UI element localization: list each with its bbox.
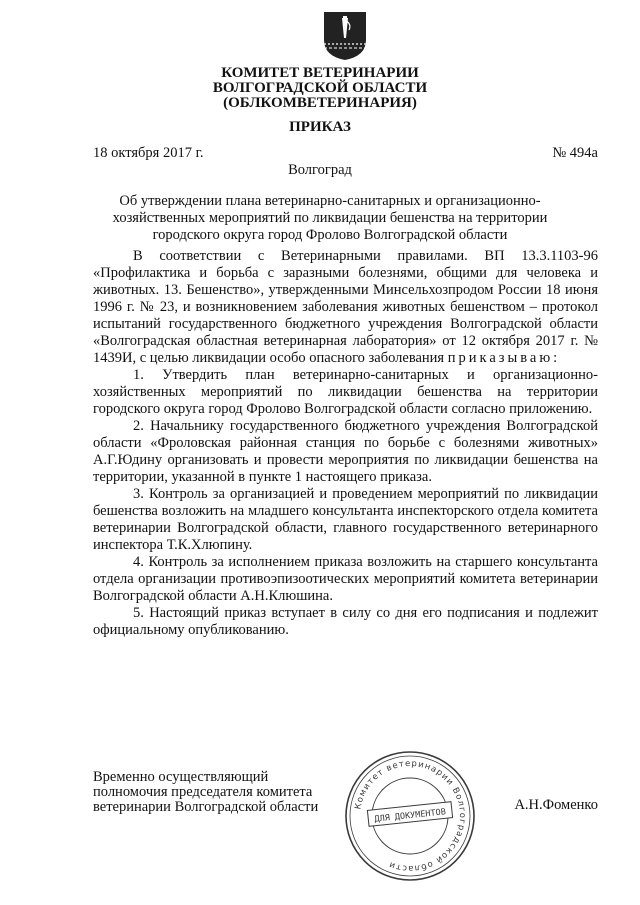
item-2: 2. Начальнику государственного бюджетного учреждения Волгоградской области «Фроловская районная станция по борьбе с болезнями животных» А.Г.Юдину организовать и провести мероприятия по ликвидации бешенства на территории, указанной в пункте 1 настоящего приказа. (93, 418, 598, 485)
signatory-line-2: полномочия председателя комитета (93, 784, 313, 800)
item-3: 3. Контроль за организацией и проведением мероприятий по ликвидации бешенства возложить на младшего консультанта инспекторского отдела комитета ветеринарии Волгоградской области, главного государственного ветеринарного инспектора Т.К.Хлюпину. (93, 486, 598, 553)
item-4: 4. Контроль за исполнением приказа возложить на старшего консультанта отдела организации противоэпизоотических мероприятий комитета ветеринарии Волгоградской области А.Н.Клюшина. (93, 554, 598, 604)
preamble-paragraph (93, 248, 598, 367)
document-number: № 494а (552, 145, 598, 161)
org-line-2: ВОЛГОГРАДСКОЙ ОБЛАСТИ (212, 80, 428, 96)
document-date: 18 октября 2017 г. (93, 145, 204, 161)
preamble-text: В соответствии с Ветеринарными правилами. ВП 13.3.1103-96 «Профилактика и борьба с заразными болезнями, общими для человека и животных. 13. Бешенство», утвержденными Минсельхозпродом России 18 июня 1996 г. № 23, и возникновением заболевания животных бешенством – протокол испытаний государственного бюджетного учреждения Волгоградской области «Волгоградская областная ветеринарная лаборатория» от 12 октября 2017 г. № 1439И, с целью ликвидации особо опасного заболевания (93, 248, 598, 366)
coat-of-arms-icon (322, 10, 368, 62)
organization-name (0, 66, 640, 111)
signatory-title (93, 770, 318, 815)
document-body (93, 248, 598, 639)
subject-line-2: хозяйственных мероприятий по ликвидации бешенства на территории (112, 210, 548, 226)
document-subject (80, 193, 580, 244)
stamp-ring-text: Комитет ветеринарии Волгоградской области (353, 758, 468, 874)
signatory-line-3: ветеринарии Волгоградской области (93, 799, 319, 815)
subject-line-3: городского округа город Фролово Волгоградской области (152, 227, 508, 243)
subject-line-1: Об утверждении плана ветеринарно-санитарных и организационно- (119, 193, 541, 209)
stamp-center-text: ДЛЯ ДОКУМЕНТОВ (374, 807, 447, 825)
document-type: ПРИКАЗ (289, 119, 351, 135)
signatory-line-1: Временно осуществляющий (93, 769, 269, 785)
item-5: 5. Настоящий приказ вступает в силу со дня его подписания и подлежит официальному опубликованию. (93, 605, 598, 638)
document-city: Волгоград (288, 162, 352, 178)
signatory-name: А.Н.Фоменко (514, 797, 598, 813)
org-line-3: (ОБЛКОМВЕТЕРИНАРИЯ) (223, 95, 417, 111)
official-stamp (342, 748, 478, 884)
org-line-1: КОМИТЕТ ВЕТЕРИНАРИИ (221, 65, 419, 81)
order-word: приказываю: (447, 350, 561, 366)
item-1: 1. Утвердить план ветеринарно-санитарных и организационно-хозяйственных мероприятий по ликвидации бешенства на территории городского округа город Фролово Волгоградской области согласно приложению. (93, 367, 598, 417)
